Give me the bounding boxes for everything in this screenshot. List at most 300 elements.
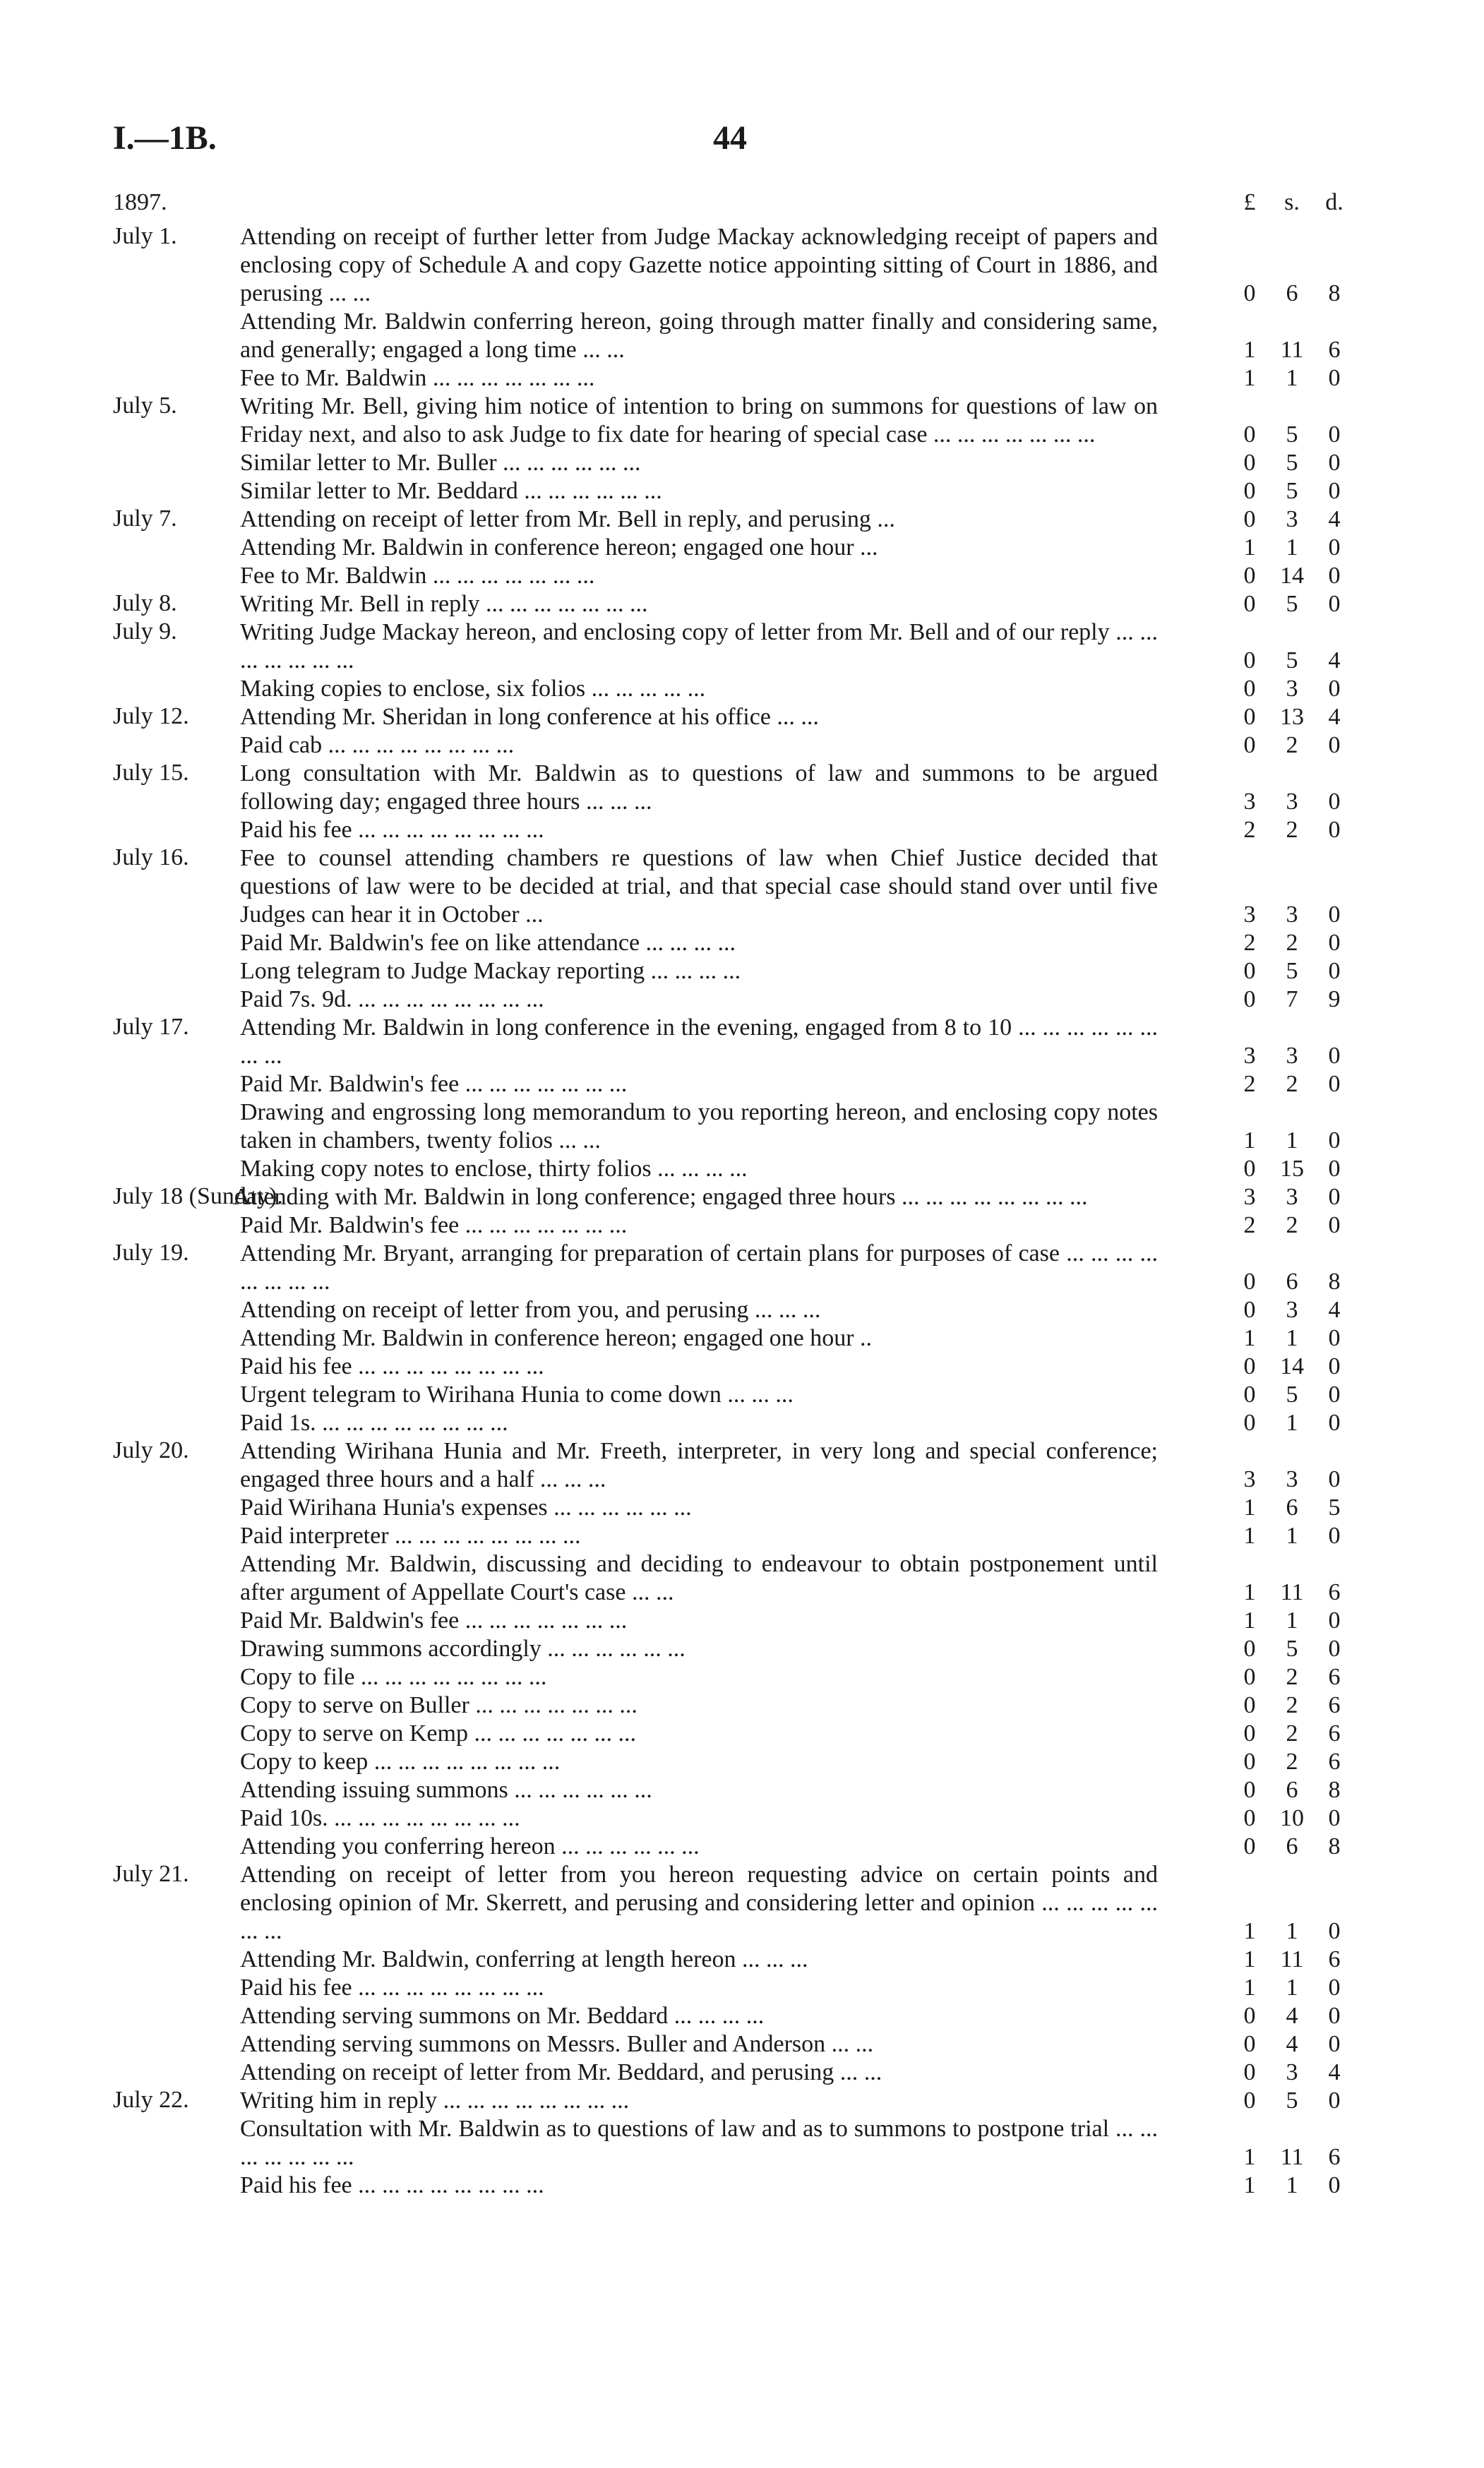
pounds-value: 3	[1243, 1043, 1256, 1069]
ledger-entry	[113, 816, 1356, 844]
pence-value: 0	[1328, 2031, 1341, 2057]
ledger-entry	[113, 1296, 1356, 1324]
entry-description: Urgent telegram to Wirihana Hunia to come down ... ... ...	[240, 1382, 794, 1408]
pounds-value: 0	[1243, 1269, 1256, 1295]
entry-description: Similar letter to Mr. Buller ... ... ... ... ... ...	[240, 450, 641, 476]
shillings-value: 14	[1280, 1353, 1304, 1379]
year-label: 1897.	[113, 189, 167, 215]
pence-value: 0	[1328, 1127, 1341, 1154]
shillings-value: 3	[1286, 1466, 1298, 1492]
entry-amount	[1228, 1663, 1356, 1691]
pounds-value: 0	[1243, 1692, 1256, 1718]
pence-value: 0	[1328, 1410, 1341, 1436]
pence-value: 0	[1328, 901, 1341, 928]
entry-date: July 7.	[113, 505, 177, 532]
entry-date: July 18 (Sunday).	[113, 1183, 283, 1209]
ledger-entry	[113, 703, 1356, 731]
shillings-value: 11	[1280, 337, 1304, 363]
entry-amount	[1228, 1917, 1356, 1946]
pounds-value: 2	[1243, 817, 1256, 843]
pounds-value: 3	[1243, 789, 1256, 815]
shillings-value: 11	[1280, 1946, 1304, 1972]
pence-value: 0	[1328, 1636, 1341, 1662]
ledger-entry	[113, 1381, 1356, 1409]
entry-description: Attending on receipt of further letter from Judge Mackay acknowledging receipt of papers and enclosing copy of Schedule A and copy Gazette notice appointing sitting of Court in 1886, and perusing ... ...	[240, 224, 1158, 306]
entry-description: Paid interpreter ... ... ... ... ... ... ... ...	[240, 1523, 581, 1549]
entry-description: Copy to keep ... ... ... ... ... ... ... ...	[240, 1749, 561, 1775]
pence-value: 0	[1328, 676, 1341, 702]
pence-value: 6	[1328, 1664, 1341, 1690]
entry-amount	[1228, 1155, 1356, 1183]
pounds-value: 1	[1243, 1975, 1256, 2001]
entry-amount	[1228, 336, 1356, 364]
shillings-value: 1	[1286, 2172, 1298, 2198]
entry-amount	[1228, 788, 1356, 816]
pence-value: 6	[1328, 337, 1341, 363]
entry-description: Similar letter to Mr. Beddard ... ... ... ... ... ...	[240, 478, 662, 504]
pounds-value: 1	[1243, 534, 1256, 561]
ledger-entry	[113, 1522, 1356, 1550]
ledger-entry	[113, 1861, 1356, 1946]
shillings-value: 15	[1280, 1156, 1304, 1182]
entry-amount	[1228, 364, 1356, 393]
pence-value: 0	[1328, 1325, 1341, 1351]
ledger-entry	[113, 1776, 1356, 1804]
shillings-value: 3	[1286, 1184, 1298, 1210]
pence-value: 0	[1328, 1184, 1341, 1210]
shillings-value: 10	[1280, 1805, 1304, 1831]
ledger-entry	[113, 393, 1356, 449]
entry-description: Paid Wirihana Hunia's expenses ... ... ... ... ... ...	[240, 1494, 692, 1521]
pence-value: 0	[1328, 2172, 1341, 2198]
entry-description: Attending Mr. Baldwin, conferring at length hereon ... ... ...	[240, 1946, 808, 1972]
pence-value: 0	[1328, 2003, 1341, 2029]
pence-value: 0	[1328, 1212, 1341, 1238]
pence-value: 0	[1328, 930, 1341, 956]
ledger-entry	[113, 1691, 1356, 1720]
pounds-value: 1	[1243, 1607, 1256, 1634]
shillings-value: 5	[1286, 478, 1298, 504]
pounds-value: 0	[1243, 280, 1256, 306]
pounds-value: 3	[1243, 1184, 1256, 1210]
shillings-value: 14	[1280, 563, 1304, 589]
shillings-value: 3	[1286, 676, 1298, 702]
pounds-value: 0	[1243, 591, 1256, 617]
pence-value: 0	[1328, 1805, 1341, 1831]
entry-amount	[1228, 986, 1356, 1014]
shillings-value: 2	[1286, 1212, 1298, 1238]
pence-value: 0	[1328, 450, 1341, 476]
ledger-header	[113, 189, 1356, 223]
pounds-value: 0	[1243, 563, 1256, 589]
page-number: 44	[713, 119, 747, 157]
shillings-value: 1	[1286, 1523, 1298, 1549]
entry-amount	[1228, 2030, 1356, 2059]
entry-description: Long consultation with Mr. Baldwin as to questions of law and summons to be argued following day; engaged three hours ... ... ...	[240, 760, 1158, 815]
shillings-value: 5	[1286, 958, 1298, 984]
entry-description: Writing Mr. Bell, giving him notice of intention to bring on summons for questions of law on Friday next, and also to ask Judge to fix date for hearing of special case ... ... ... ... ... ... ...	[240, 393, 1158, 448]
pounds-value: 0	[1243, 450, 1256, 476]
money-column-headers	[1228, 189, 1356, 217]
pence-value: 6	[1328, 1749, 1341, 1775]
pence-value: 0	[1328, 365, 1341, 391]
ledger-entry	[113, 2172, 1356, 2200]
entry-date: July 17.	[113, 1014, 189, 1040]
entry-amount	[1228, 2172, 1356, 2200]
ledger-entry	[113, 1748, 1356, 1776]
ledger-entry	[113, 1974, 1356, 2002]
entry-description: Paid his fee ... ... ... ... ... ... ... ...	[240, 1975, 544, 2001]
entry-date: July 22.	[113, 2087, 189, 2113]
entry-amount	[1228, 816, 1356, 844]
entry-amount	[1228, 1183, 1356, 1211]
pence-value: 4	[1328, 2059, 1341, 2085]
ledger-entry	[113, 618, 1356, 675]
shillings-value: 1	[1286, 534, 1298, 561]
pence-value: 9	[1328, 986, 1341, 1012]
shillings-value: 2	[1286, 1692, 1298, 1718]
shillings-value: 2	[1286, 1664, 1298, 1690]
ledger-entry	[113, 223, 1356, 308]
pence-value: 6	[1328, 2144, 1341, 2170]
pounds-value: 1	[1243, 337, 1256, 363]
ledger-entry	[113, 2059, 1356, 2087]
entry-amount	[1228, 449, 1356, 477]
entry-description: Paid his fee ... ... ... ... ... ... ... ...	[240, 817, 544, 843]
shillings-value: 3	[1286, 506, 1298, 532]
ledger-entry	[113, 1437, 1356, 1494]
pounds-value: 1	[1243, 1325, 1256, 1351]
pounds-value: 1	[1243, 1127, 1256, 1154]
pounds-value: 0	[1243, 1353, 1256, 1379]
pence-value: 4	[1328, 1297, 1341, 1323]
pence-value: 0	[1328, 1607, 1341, 1634]
entry-description: Consultation with Mr. Baldwin as to questions of law and as to summons to postpone trial ... ... ... ... ... ... ...	[240, 2116, 1158, 2170]
shillings-value: 4	[1286, 2003, 1298, 2029]
entry-description: Paid Mr. Baldwin's fee on like attendance ... ... ... ...	[240, 930, 736, 956]
pence-value: 0	[1328, 1975, 1341, 2001]
pounds-value: 1	[1243, 1523, 1256, 1549]
entry-amount	[1228, 731, 1356, 760]
ledger-entry	[113, 1663, 1356, 1691]
entry-description: Fee to Mr. Baldwin ... ... ... ... ... ... ...	[240, 365, 595, 391]
pounds-value: 0	[1243, 1382, 1256, 1408]
entry-amount	[1228, 1833, 1356, 1861]
pence-value: 0	[1328, 478, 1341, 504]
entry-amount	[1228, 647, 1356, 675]
entry-amount	[1228, 1946, 1356, 1974]
entry-description: Drawing summons accordingly ... ... ... ... ... ...	[240, 1636, 686, 1662]
entry-date: July 5.	[113, 393, 177, 419]
entry-description: Paid cab ... ... ... ... ... ... ... ...	[240, 732, 515, 758]
pounds-value: 0	[1243, 506, 1256, 532]
entry-description: Writing Mr. Bell in reply ... ... ... ... ... ... ...	[240, 591, 648, 617]
pounds-value: 0	[1243, 1156, 1256, 1182]
shillings-value: 1	[1286, 365, 1298, 391]
entry-description: Attending Mr. Bryant, arranging for preparation of certain plans for purposes of case ... ... ... ... ... ... ... ...	[240, 1240, 1158, 1295]
pence-value: 0	[1328, 421, 1341, 448]
ledger-entry	[113, 1240, 1356, 1296]
ledger-entry	[113, 957, 1356, 986]
pounds-value: 3	[1243, 901, 1256, 928]
ledger-entry	[113, 986, 1356, 1014]
pence-value: 0	[1328, 1466, 1341, 1492]
entry-description: Making copies to enclose, six folios ... ... ... ... ...	[240, 676, 706, 702]
entry-description: Writing Judge Mackay hereon, and enclosing copy of letter from Mr. Bell and of our reply ... ... ... ... ... ... ...	[240, 619, 1158, 673]
page-header	[113, 119, 1356, 168]
entry-description: Attending issuing summons ... ... ... ... ... ...	[240, 1777, 652, 1803]
entry-amount	[1228, 1748, 1356, 1776]
pence-value: 8	[1328, 1269, 1341, 1295]
entry-amount	[1228, 534, 1356, 562]
shillings-value: 6	[1286, 1777, 1298, 1803]
shillings-value: 1	[1286, 1607, 1298, 1634]
shillings-value: 1	[1286, 1325, 1298, 1351]
entry-description: Attending Mr. Baldwin in conference hereon; engaged one hour ..	[240, 1325, 873, 1351]
shillings-value: 2	[1286, 1071, 1298, 1097]
ledger-entry	[113, 2002, 1356, 2030]
ledger-entry	[113, 1211, 1356, 1240]
entry-description: Attending on receipt of letter from you, and perusing ... ... ...	[240, 1297, 821, 1323]
ledger-entry	[113, 477, 1356, 505]
pence-value: 0	[1328, 563, 1341, 589]
ledger-entry	[113, 308, 1356, 364]
entry-description: Paid his fee ... ... ... ... ... ... ... ...	[240, 2172, 544, 2198]
entry-amount	[1228, 929, 1356, 957]
entry-amount	[1228, 562, 1356, 590]
ledger-entry	[113, 505, 1356, 534]
ledger-entry	[113, 1409, 1356, 1437]
entry-date: July 12.	[113, 703, 189, 729]
entry-date: July 16.	[113, 844, 189, 870]
ledger-entry	[113, 760, 1356, 816]
entry-description: Attending Wirihana Hunia and Mr. Freeth, interpreter, in very long and special conference; engaged three hours and a half ... ... ...	[240, 1438, 1158, 1492]
pounds-value: 0	[1243, 478, 1256, 504]
entry-amount	[1228, 280, 1356, 308]
pence-header: d.	[1325, 189, 1344, 215]
pence-value: 0	[1328, 789, 1341, 815]
shillings-value: 3	[1286, 2059, 1298, 2085]
pounds-value: 0	[1243, 958, 1256, 984]
pence-value: 6	[1328, 1946, 1341, 1972]
shillings-value: 3	[1286, 1043, 1298, 1069]
shillings-value: 1	[1286, 1918, 1298, 1944]
entry-list	[113, 223, 1356, 2200]
entry-amount	[1228, 2143, 1356, 2172]
shillings-value: 3	[1286, 901, 1298, 928]
pounds-value: 0	[1243, 676, 1256, 702]
entry-amount	[1228, 957, 1356, 986]
pounds-value: 0	[1243, 2087, 1256, 2114]
ledger-entry	[113, 1183, 1356, 1211]
entry-amount	[1228, 421, 1356, 449]
pence-value: 0	[1328, 732, 1341, 758]
pence-value: 0	[1328, 1043, 1341, 1069]
pence-value: 0	[1328, 591, 1341, 617]
entry-description: Fee to Mr. Baldwin ... ... ... ... ... ... ...	[240, 563, 595, 589]
ledger-entry	[113, 1353, 1356, 1381]
entry-amount	[1228, 2002, 1356, 2030]
pounds-value: 0	[1243, 1720, 1256, 1747]
pounds-value: 0	[1243, 1410, 1256, 1436]
ledger-entry	[113, 844, 1356, 929]
entry-date: July 9.	[113, 618, 177, 645]
pounds-value: 0	[1243, 1805, 1256, 1831]
entry-description: Making copy notes to enclose, thirty folios ... ... ... ...	[240, 1156, 748, 1182]
pounds-value: 1	[1243, 365, 1256, 391]
shillings-value: 5	[1286, 421, 1298, 448]
entry-description: Fee to counsel attending chambers re questions of law when Chief Justice decided that questions of law were to be decided at trial, and that special case should stand over until five Judges can hear it in October ...	[240, 845, 1158, 928]
entry-amount	[1228, 477, 1356, 505]
ledger-entry	[113, 929, 1356, 957]
ledger-entry	[113, 449, 1356, 477]
shillings-value: 2	[1286, 1749, 1298, 1775]
entry-date: July 1.	[113, 223, 177, 249]
shillings-value: 1	[1286, 1127, 1298, 1154]
entry-description: Attending Mr. Baldwin in long conference in the evening, engaged from 8 to 10 ... ... ... ... ... ... ... ...	[240, 1014, 1158, 1069]
document-reference: I.—1B.	[113, 119, 217, 157]
entry-amount	[1228, 901, 1356, 929]
ledger-entry	[113, 1550, 1356, 1607]
entry-amount	[1228, 1635, 1356, 1663]
entry-description: Paid Mr. Baldwin's fee ... ... ... ... ... ... ...	[240, 1071, 628, 1097]
ledger-entry	[113, 1804, 1356, 1833]
pounds-value: 0	[1243, 421, 1256, 448]
ledger-entry	[113, 2087, 1356, 2115]
shillings-value: 6	[1286, 1269, 1298, 1295]
pence-value: 5	[1328, 1494, 1341, 1521]
entry-description: Attending Mr. Baldwin in conference hereon; engaged one hour ...	[240, 534, 878, 561]
pence-value: 0	[1328, 958, 1341, 984]
entry-amount	[1228, 1381, 1356, 1409]
entry-description: Attending serving summons on Mr. Beddard ... ... ... ...	[240, 2003, 765, 2029]
pence-value: 8	[1328, 1777, 1341, 1803]
ledger-entry	[113, 1070, 1356, 1098]
shillings-value: 2	[1286, 1720, 1298, 1747]
shillings-value: 5	[1286, 1382, 1298, 1408]
shillings-value: 5	[1286, 1636, 1298, 1662]
entry-date: July 21.	[113, 1861, 189, 1887]
entry-description: Attending Mr. Baldwin conferring hereon, going through matter finally and considering same, and generally; engaged a long time ... ...	[240, 308, 1158, 363]
shillings-value: 3	[1286, 789, 1298, 815]
entry-description: Attending on receipt of letter from Mr. Beddard, and perusing ... ...	[240, 2059, 882, 2085]
ledger-entry	[113, 534, 1356, 562]
shillings-value: 5	[1286, 450, 1298, 476]
pence-value: 0	[1328, 1353, 1341, 1379]
pence-value: 0	[1328, 1523, 1341, 1549]
pence-value: 0	[1328, 2087, 1341, 2114]
ledger-entry	[113, 2030, 1356, 2059]
entry-amount	[1228, 1579, 1356, 1607]
ledger-entry	[113, 1607, 1356, 1635]
pence-value: 0	[1328, 534, 1341, 561]
pounds-value: 1	[1243, 1494, 1256, 1521]
entry-date: July 15.	[113, 760, 189, 786]
entry-description: Attending on receipt of letter from you hereon requesting advice on certain points and enclosing opinion of Mr. Skerrett, and perusing and considering letter and opinion ... ... ... ... ... ... ...	[240, 1862, 1158, 1944]
entry-description: Paid Mr. Baldwin's fee ... ... ... ... ... ... ...	[240, 1607, 628, 1634]
entry-amount	[1228, 2087, 1356, 2115]
entry-amount	[1228, 675, 1356, 703]
pounds-value: 0	[1243, 2031, 1256, 2057]
pounds-header: £	[1243, 189, 1256, 215]
entry-amount	[1228, 2059, 1356, 2087]
pounds-value: 0	[1243, 2003, 1256, 2029]
pence-value: 4	[1328, 647, 1341, 673]
entry-description: Attending Mr. Baldwin, discussing and deciding to endeavour to obtain postponement until after argument of Appellate Court's case ... ...	[240, 1551, 1158, 1605]
entry-date: July 20.	[113, 1437, 189, 1463]
shillings-header: s.	[1284, 189, 1300, 215]
shillings-value: 2	[1286, 930, 1298, 956]
pounds-value: 2	[1243, 1212, 1256, 1238]
pence-value: 6	[1328, 1692, 1341, 1718]
ledger	[113, 189, 1356, 2200]
ledger-entry	[113, 1014, 1356, 1070]
pence-value: 0	[1328, 1382, 1341, 1408]
entry-amount	[1228, 1353, 1356, 1381]
entry-description: Attending on receipt of letter from Mr. Bell in reply, and perusing ...	[240, 506, 895, 532]
ledger-entry	[113, 731, 1356, 760]
pounds-value: 0	[1243, 1664, 1256, 1690]
shillings-value: 1	[1286, 1975, 1298, 2001]
pounds-value: 0	[1243, 732, 1256, 758]
entry-description: Paid 1s. ... ... ... ... ... ... ... ...	[240, 1410, 508, 1436]
ledger-entry	[113, 675, 1356, 703]
shillings-value: 6	[1286, 1494, 1298, 1521]
entry-amount	[1228, 1720, 1356, 1748]
pounds-value: 0	[1243, 1833, 1256, 1859]
ledger-entry	[113, 2115, 1356, 2172]
entry-amount	[1228, 1042, 1356, 1070]
pence-value: 0	[1328, 1918, 1341, 1944]
ledger-entry	[113, 1155, 1356, 1183]
ledger-entry	[113, 590, 1356, 618]
entry-amount	[1228, 1409, 1356, 1437]
shillings-value: 4	[1286, 2031, 1298, 2057]
pence-value: 8	[1328, 1833, 1341, 1859]
entry-amount	[1228, 1127, 1356, 1155]
pounds-value: 1	[1243, 1579, 1256, 1605]
pence-value: 0	[1328, 1156, 1341, 1182]
ledger-entry	[113, 1494, 1356, 1522]
ledger-entry	[113, 1635, 1356, 1663]
pounds-value: 2	[1243, 1071, 1256, 1097]
pounds-value: 0	[1243, 647, 1256, 673]
entry-amount	[1228, 505, 1356, 534]
entry-description: Attending with Mr. Baldwin in long conference; engaged three hours ... ... ... ... ... ... ... ...	[233, 1184, 1088, 1210]
shillings-value: 3	[1286, 1297, 1298, 1323]
entry-amount	[1228, 703, 1356, 731]
entry-description: Paid 7s. 9d. ... ... ... ... ... ... ... ...	[240, 986, 544, 1012]
pounds-value: 1	[1243, 1946, 1256, 1972]
shillings-value: 7	[1286, 986, 1298, 1012]
shillings-value: 5	[1286, 591, 1298, 617]
ledger-entry	[113, 364, 1356, 393]
shillings-value: 5	[1286, 2087, 1298, 2114]
entry-amount	[1228, 1211, 1356, 1240]
pounds-value: 0	[1243, 704, 1256, 730]
shillings-value: 11	[1280, 1579, 1304, 1605]
entry-amount	[1228, 1804, 1356, 1833]
pence-value: 6	[1328, 1579, 1341, 1605]
entry-description: Long telegram to Judge Mackay reporting ... ... ... ...	[240, 958, 741, 984]
entry-amount	[1228, 1522, 1356, 1550]
ledger-entry	[113, 562, 1356, 590]
entry-amount	[1228, 1296, 1356, 1324]
pence-value: 4	[1328, 506, 1341, 532]
entry-amount	[1228, 1494, 1356, 1522]
shillings-value: 6	[1286, 280, 1298, 306]
entry-description: Drawing and engrossing long memorandum to you reporting hereon, and enclosing copy notes taken in chambers, twenty folios ... ...	[240, 1099, 1158, 1154]
